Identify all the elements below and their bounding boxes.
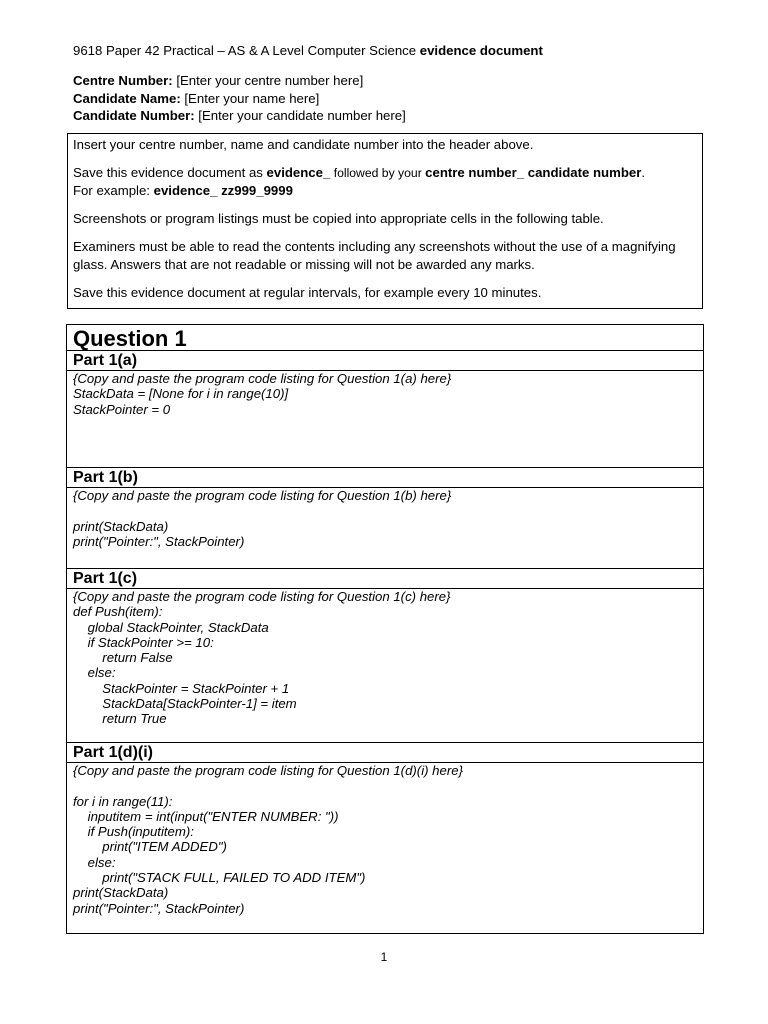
- code-line: if StackPointer >= 10:: [73, 634, 214, 650]
- save-as-format: centre number_ candidate number: [425, 165, 642, 180]
- centre-number-field[interactable]: [Enter your centre number here]: [172, 73, 364, 88]
- code-line: print(StackData): [73, 518, 169, 534]
- code-line: [73, 503, 697, 518]
- code-line: else:: [73, 854, 116, 870]
- answer-prompt: {Copy and paste the program code listing for Question 1(b) here}: [73, 488, 452, 503]
- page-number: 1: [380, 950, 388, 964]
- header-title: 9618 Paper 42 Practical – AS & A Level Computer Science: [73, 43, 420, 58]
- candidate-number-label: Candidate Number:: [73, 108, 195, 123]
- code-line: else:: [73, 665, 116, 681]
- code-line: def Push(item):: [73, 604, 163, 620]
- candidate-number-field[interactable]: [Enter your candidate number here]: [194, 108, 406, 123]
- part-answer-cell[interactable]: [67, 589, 703, 743]
- header-title-bold: evidence document: [419, 43, 543, 58]
- code-line: return False: [73, 650, 173, 666]
- question-title: Question 1: [67, 325, 703, 351]
- example-value: evidence_ zz999_9999: [153, 183, 293, 198]
- code-line: global StackPointer, StackData: [73, 619, 269, 635]
- code-line: print(StackData): [73, 885, 169, 901]
- centre-number-label: Centre Number:: [73, 73, 173, 88]
- candidate-name-line: [73, 90, 406, 108]
- example-label: For example:: [73, 183, 154, 198]
- part-answer-cell[interactable]: [67, 371, 703, 468]
- part-heading: Part 1(b): [67, 468, 703, 488]
- save-as-evidence: evidence_: [266, 165, 331, 180]
- question-table: [66, 324, 704, 934]
- code-line: if Push(inputitem):: [73, 824, 194, 840]
- code-line: inputitem = int(input("ENTER NUMBER: ")): [73, 808, 339, 824]
- part-answer-cell[interactable]: [67, 488, 703, 569]
- part-heading: Part 1(a): [67, 351, 703, 371]
- instruction-readable: Examiners must be able to read the contents including any screenshots without the use of a magnifying glass. Answers that are not readable or missing will not be awarded any marks.: [73, 239, 676, 272]
- save-as-period: .: [641, 165, 646, 180]
- instruction-header: Insert your centre number, name and candidate number into the header above.: [73, 137, 534, 152]
- question-parts: [67, 351, 703, 932]
- part-heading: Part 1(c): [67, 569, 703, 589]
- instruction-screenshots: Screenshots or program listings must be copied into appropriate cells in the following table.: [73, 211, 604, 226]
- code-line: print("ITEM ADDED"): [73, 839, 227, 855]
- candidate-name-label: Candidate Name:: [73, 90, 181, 106]
- instruction-save-interval: Save this evidence document at regular intervals, for example every 10 minutes.: [73, 285, 542, 300]
- code-line: print("Pointer:", StackPointer): [73, 900, 245, 916]
- code-line: print("STACK FULL, FAILED TO ADD ITEM"): [73, 870, 366, 886]
- code-line: print("Pointer:", StackPointer): [73, 533, 245, 549]
- document-header: [73, 42, 543, 59]
- answer-prompt: {Copy and paste the program code listing for Question 1(c) here}: [73, 589, 451, 604]
- candidate-name-field[interactable]: [Enter your name here]: [180, 90, 320, 106]
- part-answer-cell[interactable]: [67, 763, 703, 932]
- code-line: [73, 778, 697, 793]
- instructions-box: [67, 133, 703, 309]
- code-line: StackPointer = StackPointer + 1: [73, 680, 290, 696]
- code-line: return True: [73, 711, 167, 727]
- save-as-text: Save this evidence document as: [73, 165, 267, 180]
- code-line: StackData = [None for i in range(10)]: [73, 386, 289, 402]
- code-line: for i in range(11):: [73, 793, 173, 809]
- save-as-followed: followed by your: [330, 166, 426, 180]
- candidate-number-line: [73, 107, 406, 125]
- part-heading: Part 1(d)(i): [67, 743, 703, 763]
- instruction-save-as: [73, 164, 697, 200]
- answer-prompt: {Copy and paste the program code listing for Question 1(d)(i) here}: [73, 763, 463, 778]
- answer-prompt: {Copy and paste the program code listing for Question 1(a) here}: [73, 371, 452, 386]
- code-line: StackData[StackPointer-1] = item: [73, 696, 297, 712]
- candidate-details: [73, 72, 406, 125]
- code-line: StackPointer = 0: [73, 401, 171, 417]
- centre-number-line: [73, 72, 406, 90]
